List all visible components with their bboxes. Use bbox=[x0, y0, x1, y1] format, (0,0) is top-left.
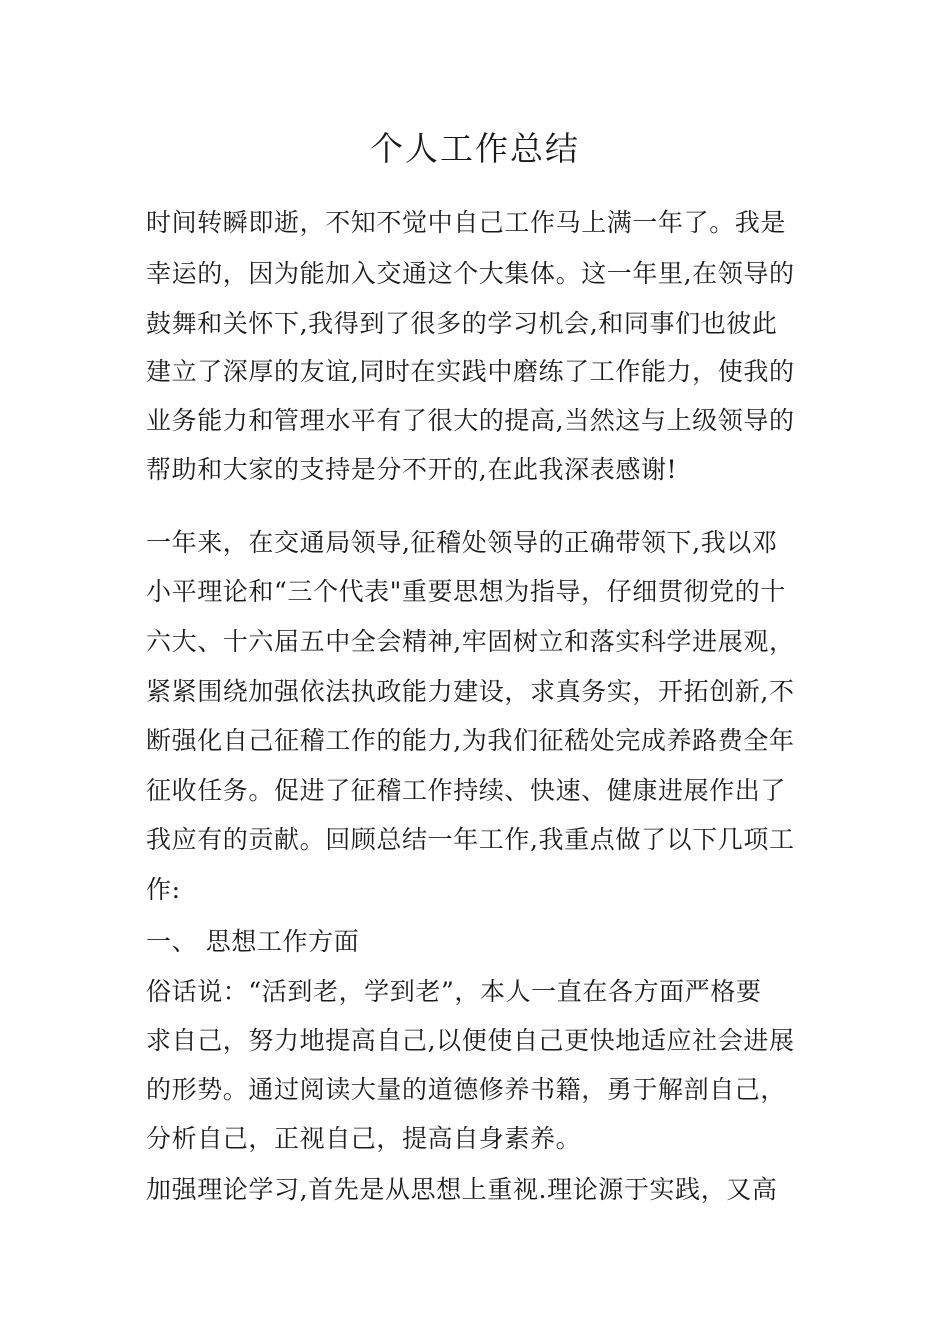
paragraph-line: 求自己，努力地提高自己,以便使自己更快地适应社会进展 bbox=[146, 1026, 795, 1055]
paragraph-line: 我应有的贡献。回顾总结一年工作,我重点做了以下几项工 bbox=[146, 825, 795, 854]
section-heading: 一、 思想工作方面 bbox=[146, 927, 360, 956]
paragraph-line: 小平理论和“三个代表"重要思想为指导，仔细贯彻党的十 bbox=[146, 577, 786, 606]
paragraph-line: 帮助和大家的支持是分不开的,在此我深表感谢! bbox=[146, 455, 678, 484]
paragraph-line: 时间转瞬即逝，不知不觉中自己工作马上满一年了。我是 bbox=[146, 208, 787, 237]
paragraph-line: 六大、十六届五中全会精神,牢固树立和落实科学进展观， bbox=[146, 627, 795, 656]
paragraph-line: 建立了深厚的友谊,同时在实践中磨练了工作能力，使我的 bbox=[146, 357, 795, 386]
paragraph-line: 鼓舞和关怀下,我得到了很多的学习机会,和同事们也彼此 bbox=[146, 309, 778, 338]
paragraph-line: 断强化自己征稽工作的能力,为我们征嵇处完成养路费全年 bbox=[146, 726, 795, 755]
paragraph-line: 加强理论学习,首先是从思想上重视.理论源于实践，又高 bbox=[146, 1175, 778, 1204]
paragraph-line: 的形势。通过阅读大量的道德修养书籍，勇于解剖自己， bbox=[146, 1075, 787, 1104]
paragraph-line: 俗话说：“活到老，学到老”，本人一直在各方面严格要 bbox=[146, 977, 762, 1006]
paragraph-line: 幸运的，因为能加入交通这个大集体。这一年里,在领导的 bbox=[146, 259, 795, 288]
paragraph-line: 征收任务。促进了征稽工作持续、快速、健康进展作出了 bbox=[146, 776, 787, 805]
paragraph-line: 作: bbox=[146, 875, 181, 904]
document-title: 个人工作总结 bbox=[370, 129, 580, 168]
paragraph-line: 业务能力和管理水平有了很大的提高,当然这与上级领导的 bbox=[146, 406, 795, 435]
paragraph-line: 一年来，在交通局领导,征稽处领导的正确带领下,我以邓 bbox=[146, 528, 778, 557]
paragraph-line: 分析自己，正视自己，提高自身素养。 bbox=[146, 1124, 582, 1153]
paragraph-line: 紧紧围绕加强依法执政能力建设，求真务实，开拓创新,不 bbox=[146, 677, 795, 706]
